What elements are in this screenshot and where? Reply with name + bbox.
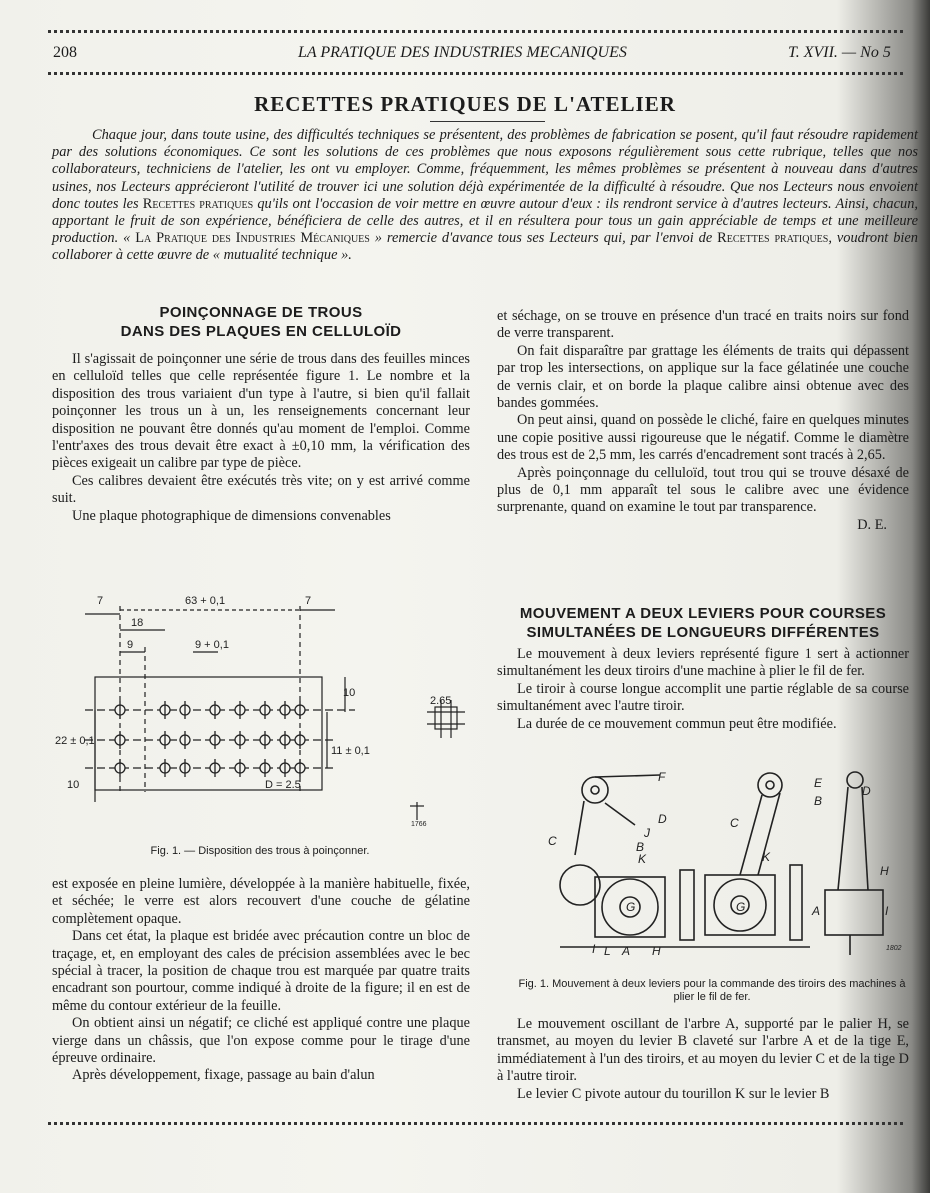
part-label: C <box>548 834 557 848</box>
part-label: I <box>592 942 596 956</box>
part-label: F <box>658 770 666 784</box>
two-lever-mechanism-drawing <box>540 765 910 965</box>
figure-code: 1766 <box>411 821 427 828</box>
part-label: E <box>814 776 823 790</box>
section-title: RECETTES PRATIQUES DE L'ATELIER <box>254 92 676 116</box>
article1-continuation <box>497 308 909 534</box>
part-label: H <box>880 864 889 878</box>
dim-label: 9 + 0,1 <box>195 639 229 651</box>
article1-paragraph: On peut ainsi, quand on possède le cliché, faire en quelques minutes une copie positive aussi rigoureuse que le négatif. Comme le diamètre des trous est de 2,5 mm, les carrés d'encadrement sont tracés à 2,65. <box>497 412 909 464</box>
part-label: K <box>638 852 647 866</box>
part-label: B <box>814 794 823 808</box>
article2-paragraph: Le tiroir à course longue accomplit une partie réglable de sa course simultanément avec l'autre tiroir. <box>497 680 909 715</box>
dim-label: D = 2.5 <box>265 779 301 791</box>
page-number: 208 <box>53 44 77 61</box>
intro-paragraph <box>52 127 918 265</box>
article1-signature: D. E. <box>857 516 887 533</box>
dim-label: 10 <box>67 779 80 791</box>
article2-column-bottom <box>497 1016 909 1103</box>
article2-paragraph: Le levier C pivote autour du tourillon K sur le levier B <box>517 1085 830 1102</box>
bottom-dotted-rule <box>48 1122 903 1129</box>
article1-title-line1: POINÇONNAGE DE TROUS <box>159 304 363 321</box>
dim-label: 7 <box>305 595 312 607</box>
part-label: I <box>885 904 889 918</box>
part-label: B <box>636 840 645 854</box>
dim-label: 18 <box>131 617 144 629</box>
article2-paragraph: La durée de ce mouvement commun peut être modifiée. <box>517 715 837 732</box>
part-label: H <box>652 944 661 958</box>
article1-paragraph: et séchage, on se trouve en présence d'un tracé en traits noirs sur fond de verre transparent. <box>497 308 909 342</box>
dim-label: 7 <box>97 595 104 607</box>
article1-paragraph: Dans cet état, la plaque est bridée avec précaution contre un bloc de traçage, et, en employant des cales de précision assemblées avec le bec spécial à tracer, la position de chaque trou est marquée par quatre traits encadrant son pourtour, comme indiqué à droite de la figure; il en est de même du contour extérieur de la feuille. <box>52 928 470 1014</box>
article1-paragraph: Il s'agissait de poinçonner une série de trous dans des feuilles minces en celluloïd telles que celle représentée figure 1. Le nombre et la disposition des trous variaient d'un type à l'autre, si bien qu'il fallait poinçonner les trous un à un, les renseignements concernant leur disposition ne pouvant être donnés qu'au moment de l'emploi. Comme l'entr'axes des trous devait être exact à ±0,10 mm, la vérification des pièces exigeait un calibre par type de pièce. <box>52 351 470 472</box>
intro-text: Chaque jour, dans toute usine, des difficultés techniques se présentent, des problèmes de fabrication se posent, qu'il faut résoudre rapidement par des solutions économiques. Ce sont les solutions de ces problèmes que nous exposons régulièrement sous cette rubrique, telles que nos collaborateurs, techniciens de l'atelier, les ont vu employer. Comme, fréquemment, les mêmes problèmes se présentent à nouveau dans d'autres usines, nos Lecteurs apprécieront l'utilité de trouver ici une solution déjà expérimentée de la difficulté à résoudre. Que nos Lecteurs nous envoient donc toutes les <box>52 127 918 212</box>
article1-paragraph: Ces calibres devaient être exécutés très vite; on y est arrivé comme suit. <box>52 472 470 507</box>
part-label: A <box>812 904 821 918</box>
dim-label: 2.65 <box>430 695 452 707</box>
part-label: C <box>730 816 739 830</box>
intro-smallcaps: La Pratique des Industries Mécaniques <box>135 230 370 247</box>
part-label: D <box>862 784 871 798</box>
part-label: G <box>626 900 636 914</box>
article1-paragraph: est exposée en pleine lumière, développée à la manière habituelle, fixée, et séchée; le verre est alors recouvert d'une couche de gélatine complètement opaque. <box>52 876 470 927</box>
volume-number: T. XVII. — No 5 <box>788 44 891 61</box>
figure2-caption: Fig. 1. Mouvement à deux leviers pour la commande des tiroirs des machines à plier le fil de fer. <box>518 978 906 1003</box>
article1-title-line2: DANS DES PLAQUES EN CELLULOÏD <box>120 323 402 340</box>
intro-text: qu'ils ont l'occasion de voir mettre en œuvre autour d'eux : ils rendront service à d'autres lecteurs. Ainsi, chacun, apportant le fruit de son expérience, bénéficiera de celle des autres, et il en résultera pour tous un gain appréciable de temps et une meilleure production. « <box>52 195 918 247</box>
article1-paragraph: On obtient ainsi un négatif; ce cliché est appliqué contre une plaque vierge dans un châssis, que l'on expose comme pour le tirage d'une épreuve ordinaire. <box>52 1015 470 1067</box>
holes-layout-drawing <box>55 592 475 842</box>
figure-code: 1802 <box>886 945 902 952</box>
article1-paragraph: On fait disparaître par grattage les éléments de traits qui dépassent par trop les intersections, on applique sur la face gélatinée une couche de vernis clair, et on borde la plaque calibre ainsi obtenue avec des bandes gommées. <box>497 342 909 412</box>
top-dotted-rule <box>48 30 903 37</box>
intro-smallcaps: Recettes pratiques <box>717 230 829 247</box>
dim-label: 22 ± 0,1 <box>55 735 95 747</box>
intro-text: , voudront bien collaborer à cette œuvre de « mutualité technique ». <box>52 230 918 264</box>
article2-paragraph: Le mouvement oscillant de l'arbre A, supporté par le palier H, se transmet, au moyen du levier B claveté sur l'arbre A et de la tige E, immédiatement à l'un des tiroirs, et au moyen du levier C et de la tige D à l'autre tiroir. <box>497 1016 909 1085</box>
part-label: D <box>658 812 667 826</box>
dim-label: 11 ± 0,1 <box>331 745 370 757</box>
article2-title-line2: SIMULTANÉES DE LONGUEURS DIFFÉRENTES <box>526 624 880 641</box>
header-dotted-rule <box>48 72 903 79</box>
title-rule <box>430 121 545 122</box>
part-label: L <box>604 944 611 958</box>
article1-paragraph: Après poinçonnage du celluloïd, tout trou qui se trouve désaxé de plus de 0,1 mm apparaît tel sous le calibre avec une évidence surprenante, quand on examine le tout par transparence. <box>497 464 909 516</box>
part-label: K <box>762 850 771 864</box>
journal-title: LA PRATIQUE DES INDUSTRIES MECANIQUES <box>298 44 627 61</box>
article2-title-line1: MOUVEMENT A DEUX LEVIERS POUR COURSES <box>519 605 887 622</box>
part-label: J <box>644 826 650 840</box>
figure1-caption: Fig. 1. — Disposition des trous à poinçonner. <box>150 845 370 857</box>
running-header <box>48 44 903 66</box>
article1-paragraph: Une plaque photographique de dimensions convenables <box>72 507 391 524</box>
article1-column-top <box>52 303 470 525</box>
article1-paragraph: Après développement, fixage, passage au bain d'alun <box>72 1067 375 1084</box>
intro-text: » remercie d'avance tous ses Lecteurs qui, par l'envoi de <box>369 230 718 247</box>
part-label: A <box>622 944 631 958</box>
intro-smallcaps: Recettes pratiques <box>142 195 254 212</box>
dim-label: 9 <box>127 639 134 651</box>
dim-label: 10 <box>343 687 356 699</box>
article2-paragraph: Le mouvement à deux leviers représenté figure 1 sert à actionner simultanément les deux tiroirs d'une machine à plier le fil de fer. <box>497 646 909 680</box>
article1-column-bottom <box>52 876 470 1085</box>
part-label: G <box>736 900 746 914</box>
article2-column-top <box>497 604 909 733</box>
dim-label: 63 + 0,1 <box>185 595 226 607</box>
